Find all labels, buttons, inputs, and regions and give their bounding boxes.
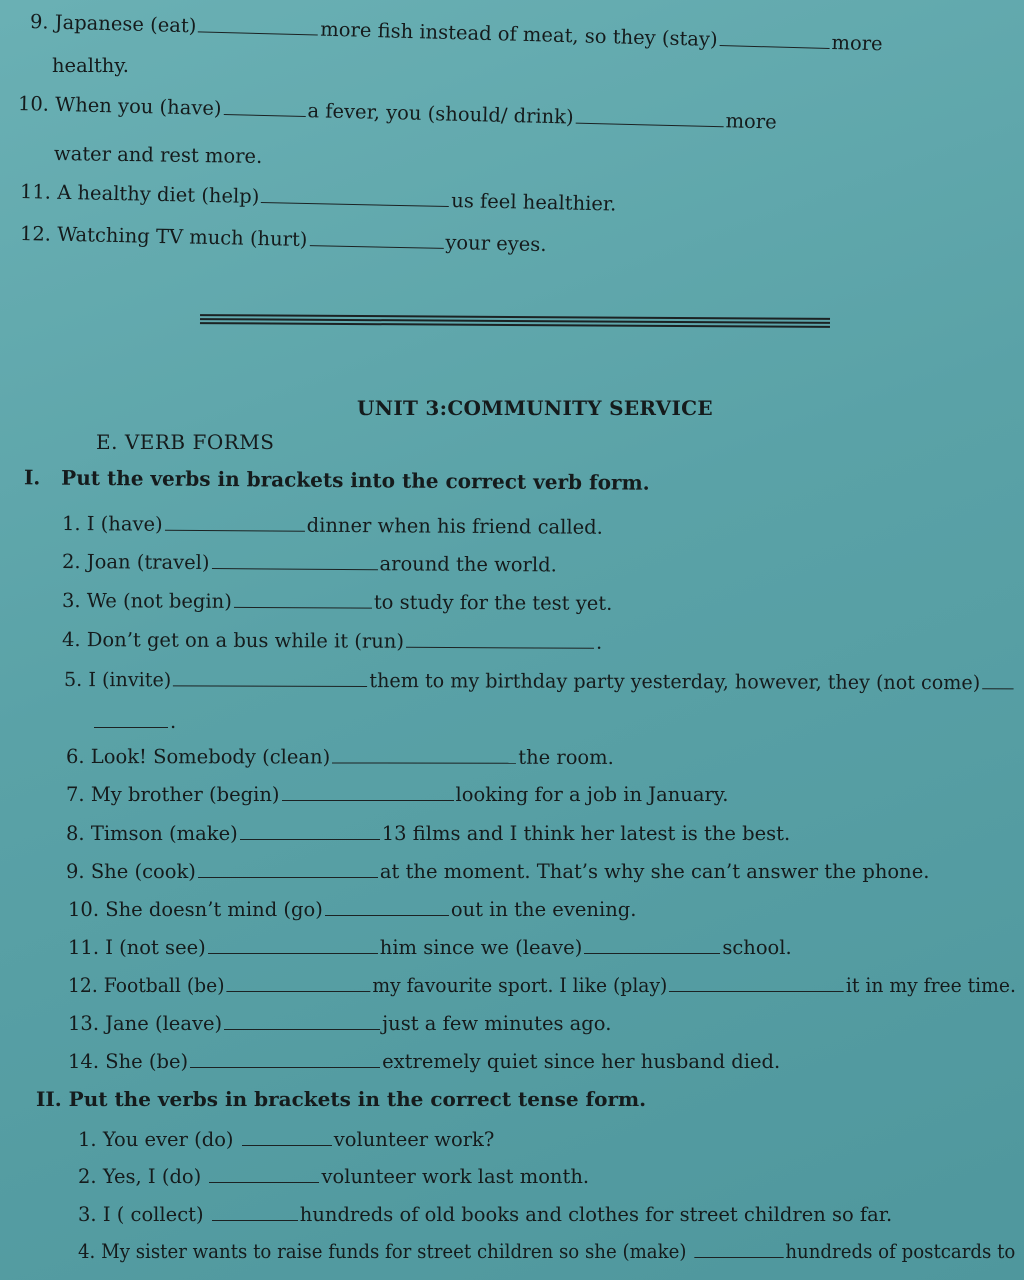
answer-blank[interactable] <box>173 684 367 687</box>
item-text: the room. <box>518 745 614 769</box>
item-number: 7. <box>66 783 85 806</box>
answer-blank[interactable] <box>261 201 449 207</box>
item-text: Look! Somebody (clean) <box>90 745 331 769</box>
answer-blank[interactable] <box>94 726 168 728</box>
item-text: looking for a job in January. <box>455 783 729 806</box>
item-number: 8. <box>66 822 85 845</box>
answer-blank[interactable] <box>198 876 378 878</box>
item-text: Timson (make) <box>90 822 238 845</box>
answer-blank[interactable] <box>325 914 449 916</box>
answer-blank[interactable] <box>575 122 723 128</box>
item-text: . <box>595 630 603 654</box>
item-number: 6. <box>65 745 85 769</box>
answer-blank[interactable] <box>198 30 318 35</box>
part1-item-2 <box>62 550 557 576</box>
item-text: A healthy diet (help) <box>56 180 260 209</box>
item-text: us feel healthier. <box>451 189 617 216</box>
instruction-text: Put the verbs in brackets into the correct verb form. <box>61 465 650 495</box>
item-number: 9. <box>29 10 49 34</box>
item-number: 13. <box>68 1012 100 1035</box>
item-text: out in the evening. <box>450 898 637 921</box>
answer-blank[interactable] <box>208 952 378 954</box>
instruction-text: Put the verbs in brackets in the correct tense form. <box>68 1087 647 1111</box>
prev-item-11 <box>20 180 617 215</box>
item-number: 4. <box>61 628 81 652</box>
item-text: Watching TV much (hurt) <box>56 222 308 252</box>
answer-blank[interactable] <box>226 990 370 992</box>
item-text: more <box>831 30 883 56</box>
item-text: Joan (travel) <box>86 550 210 575</box>
item-number: 12. <box>19 222 52 246</box>
item-number: 9. <box>66 860 85 883</box>
part2-item-1 <box>78 1128 494 1151</box>
item-continuation: healthy. <box>52 54 129 77</box>
item-number: 11. <box>19 180 52 204</box>
item-text: to study for the test yet. <box>373 590 613 615</box>
item-text: volunteer work last month. <box>321 1165 590 1188</box>
answer-blank[interactable] <box>224 1028 380 1030</box>
item-number: 1. <box>61 512 81 536</box>
item-text: him since we (leave) <box>379 936 583 959</box>
item-text: You ever (do) <box>102 1128 234 1151</box>
item-number: 14. <box>68 1050 100 1073</box>
item-text: extremely quiet since her husband died. <box>382 1050 781 1073</box>
item-text: more <box>725 109 777 134</box>
item-text: dinner when his friend called. <box>306 513 603 539</box>
item-number: 4. <box>78 1240 96 1263</box>
item-text: I (not see) <box>105 936 206 959</box>
answer-blank[interactable] <box>212 1219 298 1221</box>
part1-item-12 <box>68 974 1016 997</box>
answer-blank[interactable] <box>309 244 443 249</box>
item-text: . <box>170 710 177 733</box>
item-text: My brother (begin) <box>90 783 280 806</box>
item-text: 13 films and I think her latest is the best. <box>381 822 791 845</box>
item-number: 10. <box>68 898 100 921</box>
item-number: 3. <box>61 589 81 613</box>
item-text: a fever, you (should/ drink) <box>307 99 574 129</box>
part1-item-14 <box>68 1050 780 1073</box>
item-text: When you (have) <box>54 92 222 120</box>
answer-blank[interactable] <box>190 1066 380 1068</box>
item-text: Football (be) <box>103 974 225 997</box>
item-text: I (have) <box>86 512 163 536</box>
answer-blank[interactable] <box>669 990 844 992</box>
part2-item-2 <box>78 1165 589 1188</box>
answer-blank[interactable] <box>719 44 829 49</box>
item-text: just a few minutes ago. <box>382 1012 612 1035</box>
item-text: hundreds of old books and clothes for street children so far. <box>299 1203 893 1226</box>
item-text: more fish instead of meat, so they (stay) <box>320 17 718 52</box>
answer-blank[interactable] <box>282 799 454 801</box>
item-text: We (not begin) <box>86 589 232 613</box>
unit-title: UNIT 3:COMMUNITY SERVICE <box>357 396 713 420</box>
item-text: it in my free time. <box>845 974 1016 997</box>
item-text: school. <box>722 936 792 959</box>
item-number: 2. <box>78 1165 97 1188</box>
item-text: I ( collect) <box>102 1203 204 1226</box>
prev-item-10 <box>18 92 777 134</box>
answer-blank[interactable] <box>223 113 305 117</box>
part2-item-3 <box>78 1203 892 1226</box>
item-text: Yes, I (do) <box>102 1165 202 1188</box>
part1-item-1 <box>62 512 603 539</box>
item-number: 3. <box>78 1203 97 1226</box>
roman-numeral: II. <box>36 1087 62 1111</box>
item-number: 10. <box>17 92 50 116</box>
answer-blank[interactable] <box>240 838 380 840</box>
part1-item-8 <box>66 822 790 845</box>
item-text: at the moment. That’s why she can’t answer the phone. <box>379 860 930 883</box>
answer-blank[interactable] <box>982 687 1013 689</box>
item-number: 12. <box>68 974 98 997</box>
answer-blank[interactable] <box>211 567 377 570</box>
item-text: them to my birthday party yesterday, however, they (not come) <box>369 669 981 695</box>
item-text: your eyes. <box>445 230 547 257</box>
answer-blank[interactable] <box>584 952 720 954</box>
part1-item-10 <box>68 898 636 921</box>
answer-blank[interactable] <box>694 1256 783 1258</box>
item-number: 11. <box>68 936 100 959</box>
part2-heading <box>36 1087 646 1111</box>
part1-item-11 <box>68 936 792 959</box>
section-divider <box>200 314 830 328</box>
prev-item-12 <box>20 222 547 256</box>
part1-item-5 <box>64 668 1016 694</box>
part1-item-7 <box>66 783 728 806</box>
part1-item-13 <box>68 1012 611 1035</box>
item-text: She doesn’t mind (go) <box>105 898 323 921</box>
part2-item-4 <box>78 1240 1015 1263</box>
item-number: 5. <box>63 668 83 692</box>
part1-item-5-cont <box>92 710 176 733</box>
item-text: my favourite sport. I like (play) <box>372 974 668 997</box>
section-title: E. VERB FORMS <box>96 430 275 454</box>
item-continuation: water and rest more. <box>53 142 263 168</box>
answer-blank[interactable] <box>209 1181 319 1183</box>
item-number: 1. <box>78 1128 97 1151</box>
item-text: around the world. <box>379 552 557 577</box>
item-text: hundreds of postcards to <box>785 1240 1016 1263</box>
part1-heading <box>24 465 650 494</box>
answer-blank[interactable] <box>406 646 594 649</box>
part1-item-3 <box>62 589 612 615</box>
item-text: Jane (leave) <box>105 1012 223 1035</box>
item-text: Japanese (eat) <box>54 10 197 38</box>
part1-item-6 <box>66 745 614 769</box>
part1-item-9 <box>66 860 929 883</box>
item-text: I (invite) <box>88 668 172 692</box>
item-text: Don’t get on a bus while it (run) <box>86 628 405 653</box>
prev-item-9 <box>30 10 883 55</box>
item-text: She (be) <box>105 1050 189 1073</box>
roman-numeral: I. <box>23 465 41 490</box>
part1-item-4 <box>62 628 602 654</box>
answer-blank[interactable] <box>332 761 516 763</box>
answer-blank[interactable] <box>234 606 372 609</box>
item-text: My sister wants to raise funds for street children so she (make) <box>101 1240 687 1263</box>
item-text: She (cook) <box>90 860 196 883</box>
item-number: 2. <box>61 550 81 574</box>
answer-blank[interactable] <box>165 529 305 532</box>
answer-blank[interactable] <box>242 1144 332 1146</box>
item-text: volunteer work? <box>333 1128 495 1151</box>
